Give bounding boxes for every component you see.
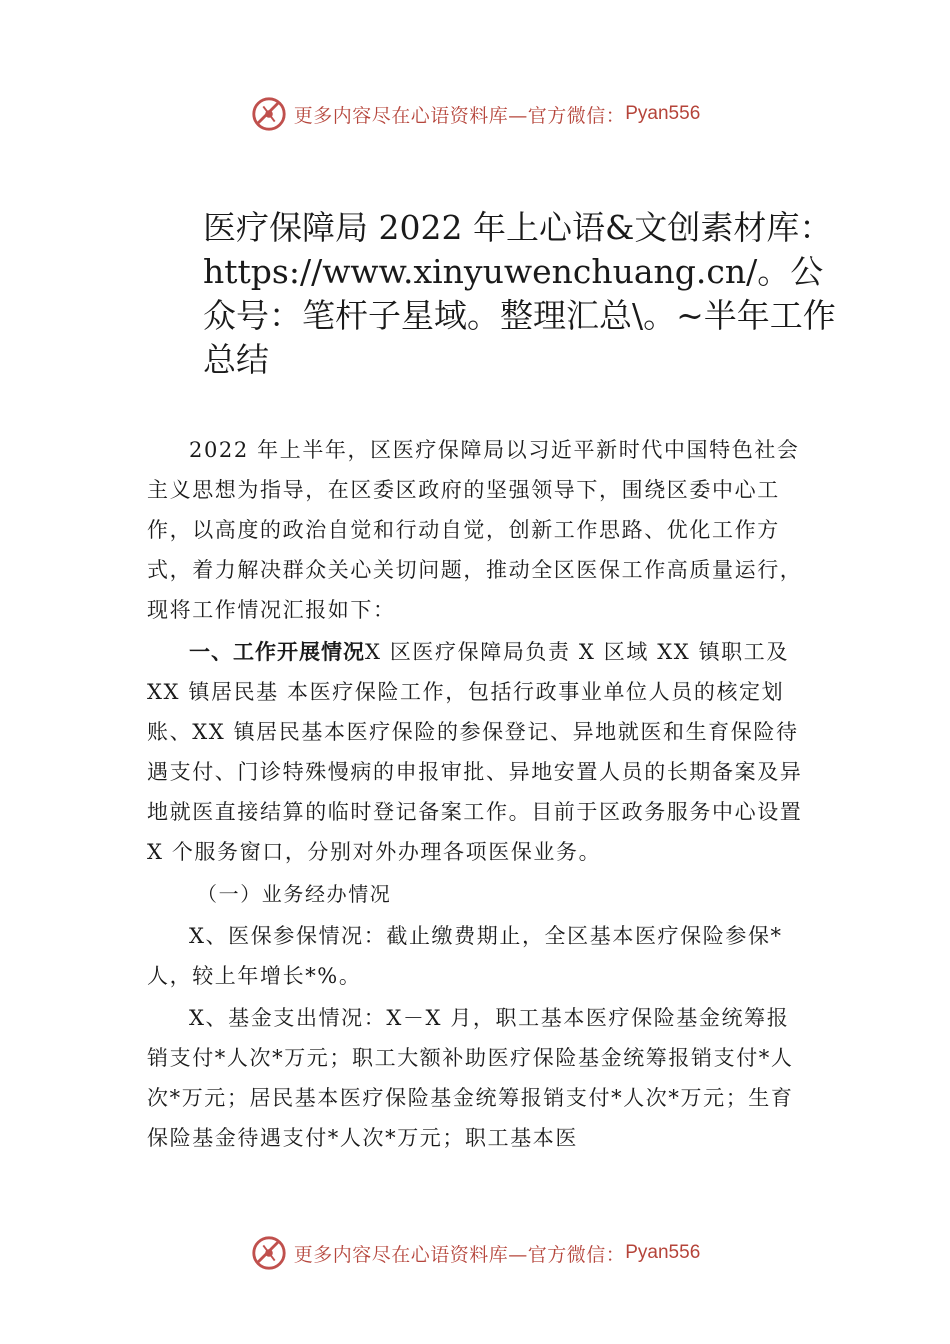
section-heading: 一、工作开展情况 bbox=[189, 640, 365, 664]
paragraph-intro: 2022 年上半年，区医疗保障局以习近平新时代中国特色社会主义思想为指导，在区委区政府的坚强领导下，围绕区委中心工作，以高度的政治自觉和行动自觉，创新工作思路、优化工作方式，着力解决群众关心关切问题，推动全区医保工作高质量运行，现将工作情况汇报如下： bbox=[147, 438, 803, 622]
paragraph-enrollment: X、医保参保情况：截止缴费期止，全区基本医疗保险参保*人，较上年增长*%。 bbox=[147, 924, 783, 988]
section-1-body: X 区医疗保障局负责 X 区域 XX 镇职工及 XX 镇居民基 本医疗保险工作，包括行政事业单位人员的核定划账、XX 镇居民基本医疗保险的参保登记、异地就医和生育保险待遇支付、门诊特殊慢病的申报审批、异地安置人员的长期备案及异地就医直接结算的临时登记备案工作。目前于区政务服务中心设置 X 个服务窗口，分别对外办理各项医保业务。 bbox=[147, 640, 803, 864]
banner-text: 更多内容尽在心语资料库—官方微信： bbox=[293, 104, 626, 127]
paragraph-fund-expenditure: X、基金支出情况：X－X 月，职工基本医疗保险基金统筹报销支付*人次*万元；职工大额补助医疗保险基金统筹报销支付*人次*万元；居民基本医疗保险基金统筹报销支付*人次*万元；生育保险基金待遇支付*人次*万元；职工基本医 bbox=[147, 1006, 794, 1150]
paragraph-section-1 bbox=[147, 632, 811, 872]
banner-text: 更多内容尽在心语资料库—官方微信： bbox=[293, 1243, 626, 1266]
document-body bbox=[147, 430, 811, 1160]
logo-icon bbox=[250, 1234, 288, 1272]
logo-icon bbox=[250, 95, 288, 133]
banner-wechat-id: Pyan556 bbox=[625, 1242, 701, 1263]
header-banner bbox=[0, 94, 950, 134]
document-title: 医疗保障局 2022 年上心语&文创素材库：https://www.xinyuwenchuang.cn/。公众号：笔杆子星域。整理汇总\。~半年工作总结 bbox=[203, 208, 836, 379]
subsection-heading: （一）业务经办情况 bbox=[197, 882, 392, 906]
footer-banner bbox=[0, 1233, 950, 1273]
banner-wechat-id: Pyan556 bbox=[625, 103, 701, 124]
